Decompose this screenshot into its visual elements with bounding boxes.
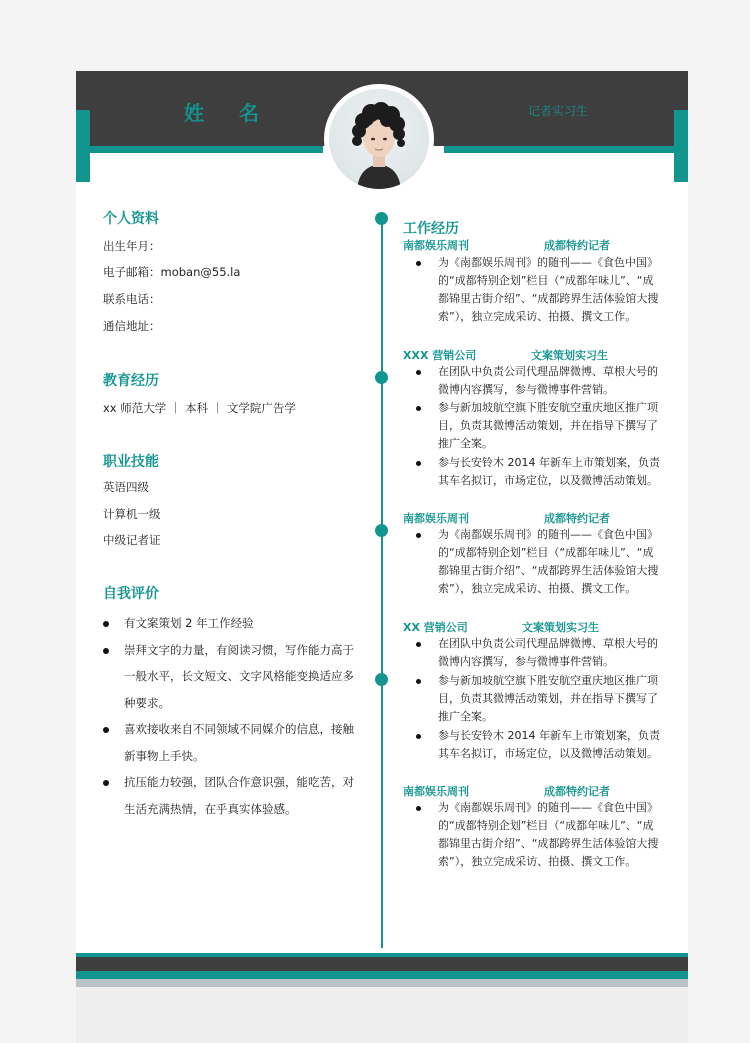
work-title: 工作经历 — [403, 221, 459, 237]
job-bullet: 参与长安铃木 2014 年新车上市策划案，负责其车名拟订，市场定位，以及微博活动策划。 — [438, 727, 660, 763]
job-header — [403, 783, 673, 799]
skill-item: 中级记者证 — [103, 533, 161, 547]
job-header — [403, 510, 673, 526]
resume-page — [76, 71, 688, 957]
self-eval-item: 抗压能力较强，团队合作意识强，能吃苦，对生活充满热情，在乎真实体验感。 — [103, 769, 358, 822]
footer-accent-bottom — [76, 971, 688, 979]
timeline-dot — [375, 371, 388, 384]
job-bullet: 为《南都娱乐周刊》的随刊——《食色中国》的“成都特别企划”栏目（“成都年味儿”、“成都锦里古街介绍”、“成都跨界生活体验馆大搜索”），独立完成采访、拍摄、撰文工作。 — [438, 526, 660, 598]
candidate-name: 姓 名 — [184, 101, 273, 125]
job-bullet: 在团队中负责公司代理品牌微博、草根大号的微博内容撰写，参与微博事件营销。 — [438, 635, 660, 671]
phone-field: 联系电话： — [103, 292, 161, 306]
header-accent-right — [674, 110, 688, 182]
education-title: 教育经历 — [103, 373, 159, 389]
job-company: XX 营销公司 — [403, 621, 468, 634]
portrait-illustration — [329, 89, 429, 189]
job-position: 文案策划实习生 — [522, 621, 599, 634]
job-header — [403, 619, 673, 635]
avatar-frame — [324, 84, 434, 194]
header-band-right — [444, 146, 674, 153]
job-bullet: 在团队中负责公司代理品牌微博、草根大号的微博内容撰写，参与微博事件营销。 — [438, 363, 660, 399]
job-header — [403, 347, 673, 363]
footer-strip — [76, 979, 688, 987]
candidate-role: 记者实习生 — [528, 104, 589, 118]
job-header — [403, 237, 673, 253]
address-field: 通信地址： — [103, 319, 161, 333]
footer-background — [76, 987, 688, 1043]
skills-title: 职业技能 — [103, 454, 159, 470]
job-bullet: 为《南都娱乐周刊》的随刊——《食色中国》的“成都特别企划”栏目（“成都年味儿”、“成都锦里古街介绍”、“成都跨界生活体验馆大搜索”），独立完成采访、拍摄、撰文工作。 — [438, 254, 660, 326]
self-eval-title: 自我评价 — [103, 586, 159, 602]
timeline-dot — [375, 212, 388, 225]
timeline-dot — [375, 524, 388, 537]
timeline-dot — [375, 673, 388, 686]
job-company: XXX 营销公司 — [403, 349, 477, 362]
timeline-line — [381, 216, 383, 948]
self-eval-item: 崇拜文字的力量，有阅读习惯，写作能力高于一般水平，长文短文、文字风格能变换适应多种要求。 — [103, 637, 358, 717]
profile-title: 个人资料 — [103, 211, 159, 227]
job-company: 南都娱乐周刊 — [403, 785, 469, 798]
job-position: 文案策划实习生 — [531, 349, 608, 362]
skill-item: 英语四级 — [103, 480, 149, 494]
self-eval-item: 有文案策划 2 年工作经验 — [103, 610, 358, 637]
job-position: 成都特约记者 — [544, 239, 610, 252]
skill-item: 计算机一级 — [103, 507, 161, 521]
header-band-left — [90, 146, 323, 153]
self-eval-list — [103, 610, 358, 822]
email-field: 电子邮箱：moban@55.la — [103, 265, 241, 279]
job-company: 南都娱乐周刊 — [403, 512, 469, 525]
header-accent-left — [76, 110, 90, 182]
avatar — [329, 89, 429, 189]
job-company: 南都娱乐周刊 — [403, 239, 469, 252]
job-bullet: 为《南都娱乐周刊》的随刊——《食色中国》的“成都特别企划”栏目（“成都年味儿”、“成都锦里古街介绍”、“成都跨界生活体验馆大搜索”），独立完成采访、拍摄、撰文工作。 — [438, 799, 660, 871]
job-bullet: 参与新加坡航空旗下胜安航空重庆地区推广项目，负责其微博活动策划，并在指导下撰写了推广全案。 — [438, 399, 660, 453]
birth-field: 出生年月： — [103, 239, 161, 253]
job-position: 成都特约记者 — [544, 512, 610, 525]
self-eval-item: 喜欢接收来自不同领域不同媒介的信息，接触新事物上手快。 — [103, 716, 358, 769]
job-bullet: 参与长安铃木 2014 年新车上市策划案，负责其车名拟订，市场定位，以及微博活动策划。 — [438, 454, 660, 490]
job-bullet: 参与新加坡航空旗下胜安航空重庆地区推广项目，负责其微博活动策划，并在指导下撰写了推广全案。 — [438, 672, 660, 726]
footer-bar — [76, 957, 688, 971]
education-line: xx 师范大学 ｜ 本科 ｜ 文学院广告学 — [103, 401, 296, 415]
job-position: 成都特约记者 — [544, 785, 610, 798]
